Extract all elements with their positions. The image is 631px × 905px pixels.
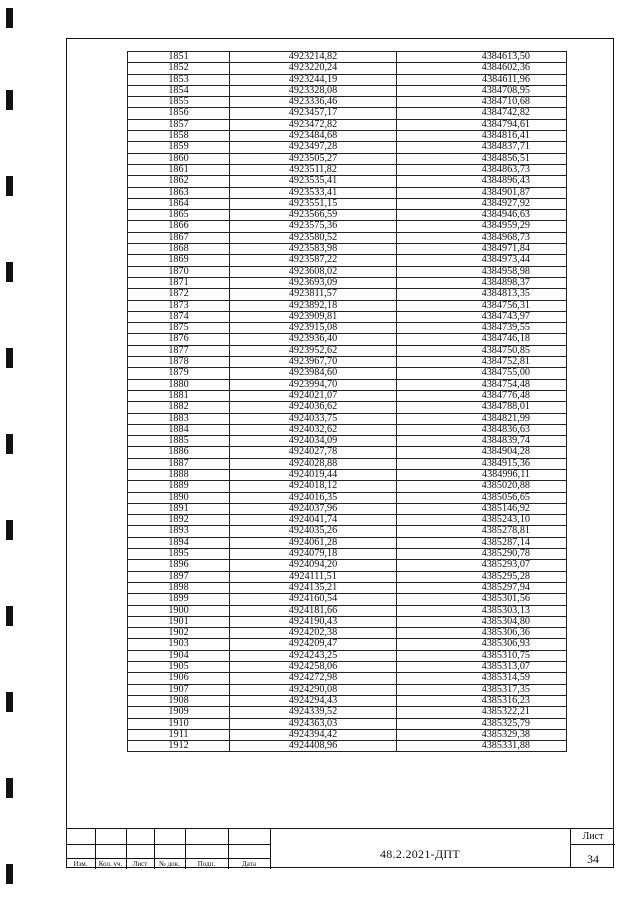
point-number: 1886 [128, 447, 230, 458]
x-coordinate: 4924041,74 [230, 515, 397, 526]
x-coordinate: 4924160,54 [230, 594, 397, 605]
point-number: 1855 [128, 97, 230, 108]
y-coordinate: 4384776,48 [397, 390, 567, 401]
y-coordinate: 4385317,35 [397, 684, 567, 695]
x-coordinate: 4923994,70 [230, 379, 397, 390]
x-coordinate: 4923915,08 [230, 323, 397, 334]
table-row [128, 639, 567, 650]
x-coordinate: 4924408,96 [230, 741, 397, 752]
y-coordinate: 4384863,73 [397, 164, 567, 175]
binding-mark [6, 8, 13, 28]
y-coordinate: 4385331,88 [397, 741, 567, 752]
y-coordinate: 4385322,21 [397, 707, 567, 718]
document-code: 48.2.2021-ДПТ [379, 847, 461, 861]
table-row [128, 582, 567, 593]
y-coordinate: 4384602,36 [397, 63, 567, 74]
x-coordinate: 4924032,62 [230, 424, 397, 435]
y-coordinate: 4385290,78 [397, 549, 567, 560]
y-coordinate: 4385020,88 [397, 481, 567, 492]
point-number: 1890 [128, 492, 230, 503]
binding-mark [6, 520, 13, 540]
x-coordinate: 4923967,70 [230, 357, 397, 368]
y-coordinate: 4385056,65 [397, 492, 567, 503]
binding-mark [6, 864, 13, 884]
y-coordinate: 4384904,28 [397, 447, 567, 458]
x-coordinate: 4923336,46 [230, 97, 397, 108]
x-coordinate: 4923587,22 [230, 255, 397, 266]
x-coordinate: 4923909,81 [230, 311, 397, 322]
x-coordinate: 4923952,62 [230, 345, 397, 356]
table-row [128, 560, 567, 571]
point-number: 1859 [128, 142, 230, 153]
point-number: 1888 [128, 469, 230, 480]
x-coordinate: 4924079,18 [230, 549, 397, 560]
x-coordinate: 4924019,44 [230, 469, 397, 480]
y-coordinate: 4384915,36 [397, 458, 567, 469]
point-number: 1879 [128, 368, 230, 379]
table-row [128, 447, 567, 458]
x-coordinate: 4924294,43 [230, 695, 397, 706]
table-row [128, 537, 567, 548]
point-number: 1907 [128, 684, 230, 695]
y-coordinate: 4384836,63 [397, 424, 567, 435]
point-number: 1878 [128, 357, 230, 368]
x-coordinate: 4924094,20 [230, 560, 397, 571]
x-coordinate: 4923214,82 [230, 52, 397, 63]
table-row [128, 571, 567, 582]
point-number: 1904 [128, 650, 230, 661]
y-coordinate: 4384710,68 [397, 97, 567, 108]
table-row [128, 616, 567, 627]
table-row [128, 707, 567, 718]
y-coordinate: 4385314,59 [397, 673, 567, 684]
y-coordinate: 4385243,10 [397, 515, 567, 526]
x-coordinate: 4924202,38 [230, 628, 397, 639]
table-row [128, 266, 567, 277]
y-coordinate: 4384958,98 [397, 266, 567, 277]
table-row [128, 402, 567, 413]
table-row [128, 277, 567, 288]
binding-mark [6, 176, 13, 196]
y-coordinate: 4384754,48 [397, 379, 567, 390]
x-coordinate: 4923220,24 [230, 63, 397, 74]
table-row [128, 63, 567, 74]
x-coordinate: 4923583,98 [230, 244, 397, 255]
table-row [128, 605, 567, 616]
binding-mark [6, 262, 13, 282]
x-coordinate: 4923484,68 [230, 131, 397, 142]
x-coordinate: 4924027,78 [230, 447, 397, 458]
table-row [128, 323, 567, 334]
x-coordinate: 4923984,60 [230, 368, 397, 379]
sheet-box-divider [571, 844, 615, 845]
point-number: 1873 [128, 300, 230, 311]
point-number: 1893 [128, 526, 230, 537]
y-coordinate: 4384901,87 [397, 187, 567, 198]
point-number: 1880 [128, 379, 230, 390]
point-number: 1912 [128, 741, 230, 752]
table-row [128, 97, 567, 108]
point-number: 1853 [128, 74, 230, 85]
table-row [128, 526, 567, 537]
y-coordinate: 4384996,11 [397, 469, 567, 480]
table-row [128, 515, 567, 526]
y-coordinate: 4384896,43 [397, 176, 567, 187]
y-coordinate: 4384613,50 [397, 52, 567, 63]
table-row [128, 176, 567, 187]
y-coordinate: 4385325,79 [397, 718, 567, 729]
point-number: 1903 [128, 639, 230, 650]
binding-mark [6, 692, 13, 712]
table-row [128, 198, 567, 209]
y-coordinate: 4385306,36 [397, 628, 567, 639]
y-coordinate: 4385316,23 [397, 695, 567, 706]
table-row [128, 357, 567, 368]
table-row [128, 187, 567, 198]
point-number: 1905 [128, 662, 230, 673]
table-row [128, 108, 567, 119]
x-coordinate: 4923497,28 [230, 142, 397, 153]
point-number: 1889 [128, 481, 230, 492]
x-coordinate: 4924018,12 [230, 481, 397, 492]
caption-date: Дата [242, 860, 256, 868]
table-row [128, 729, 567, 740]
point-number: 1901 [128, 616, 230, 627]
point-number: 1877 [128, 345, 230, 356]
table-row [128, 74, 567, 85]
x-coordinate: 4923533,41 [230, 187, 397, 198]
x-coordinate: 4924021,07 [230, 390, 397, 401]
stamp-row-line [66, 858, 270, 859]
y-coordinate: 4384739,55 [397, 323, 567, 334]
x-coordinate: 4923580,52 [230, 232, 397, 243]
x-coordinate: 4924028,88 [230, 458, 397, 469]
y-coordinate: 4384927,92 [397, 198, 567, 209]
x-coordinate: 4924272,98 [230, 673, 397, 684]
binding-mark [6, 348, 13, 368]
binding-mark [6, 90, 13, 110]
table-row [128, 594, 567, 605]
point-number: 1858 [128, 131, 230, 142]
point-number: 1854 [128, 85, 230, 96]
table-row [128, 628, 567, 639]
point-number: 1863 [128, 187, 230, 198]
x-coordinate: 4924061,28 [230, 537, 397, 548]
point-number: 1861 [128, 164, 230, 175]
y-coordinate: 4384898,37 [397, 277, 567, 288]
table-row [128, 289, 567, 300]
stamp-row-line [66, 844, 270, 845]
point-number: 1882 [128, 402, 230, 413]
point-number: 1908 [128, 695, 230, 706]
y-coordinate: 4384816,41 [397, 131, 567, 142]
table-row [128, 481, 567, 492]
point-number: 1902 [128, 628, 230, 639]
y-coordinate: 4384743,97 [397, 311, 567, 322]
table-row [128, 221, 567, 232]
y-coordinate: 4385329,38 [397, 729, 567, 740]
table-row [128, 52, 567, 63]
point-number: 1885 [128, 436, 230, 447]
point-number: 1900 [128, 605, 230, 616]
table-row [128, 244, 567, 255]
y-coordinate: 4385303,13 [397, 605, 567, 616]
table-row [128, 458, 567, 469]
point-number: 1862 [128, 176, 230, 187]
y-coordinate: 4384794,61 [397, 119, 567, 130]
table-row [128, 164, 567, 175]
point-number: 1869 [128, 255, 230, 266]
x-coordinate: 4923575,36 [230, 221, 397, 232]
x-coordinate: 4924035,26 [230, 526, 397, 537]
point-number: 1906 [128, 673, 230, 684]
x-coordinate: 4923608,02 [230, 266, 397, 277]
y-coordinate: 4384752,81 [397, 357, 567, 368]
sheet-box [570, 828, 614, 868]
y-coordinate: 4385304,80 [397, 616, 567, 627]
point-number: 1896 [128, 560, 230, 571]
point-number: 1883 [128, 413, 230, 424]
point-number: 1867 [128, 232, 230, 243]
x-coordinate: 4924363,03 [230, 718, 397, 729]
caption-doc-number: № док. [159, 860, 180, 868]
table-row [128, 695, 567, 706]
caption-signature: Подп. [197, 860, 216, 868]
binding-mark [6, 778, 13, 798]
y-coordinate: 4385146,92 [397, 503, 567, 514]
x-coordinate: 4924111,51 [230, 571, 397, 582]
y-coordinate: 4384971,84 [397, 244, 567, 255]
point-number: 1898 [128, 582, 230, 593]
caption-change: Изм. [73, 860, 88, 868]
x-coordinate: 4924135,21 [230, 582, 397, 593]
point-number: 1874 [128, 311, 230, 322]
y-coordinate: 4384968,73 [397, 232, 567, 243]
table-row [128, 684, 567, 695]
x-coordinate: 4924033,75 [230, 413, 397, 424]
point-number: 1892 [128, 515, 230, 526]
point-number: 1870 [128, 266, 230, 277]
y-coordinate: 4385278,81 [397, 526, 567, 537]
sheet-label: Лист [582, 831, 604, 842]
point-number: 1887 [128, 458, 230, 469]
point-number: 1866 [128, 221, 230, 232]
point-number: 1852 [128, 63, 230, 74]
point-number: 1875 [128, 323, 230, 334]
point-number: 1864 [128, 198, 230, 209]
table-row [128, 334, 567, 345]
table-row [128, 469, 567, 480]
x-coordinate: 4923892,18 [230, 300, 397, 311]
x-coordinate: 4923244,19 [230, 74, 397, 85]
x-coordinate: 4923693,09 [230, 277, 397, 288]
y-coordinate: 4384788,01 [397, 402, 567, 413]
x-coordinate: 4923511,82 [230, 164, 397, 175]
y-coordinate: 4385295,28 [397, 571, 567, 582]
table-row [128, 345, 567, 356]
y-coordinate: 4384750,85 [397, 345, 567, 356]
table-row [128, 379, 567, 390]
point-number: 1860 [128, 153, 230, 164]
point-number: 1891 [128, 503, 230, 514]
binding-mark [6, 434, 13, 454]
x-coordinate: 4923472,82 [230, 119, 397, 130]
point-number: 1876 [128, 334, 230, 345]
y-coordinate: 4385301,56 [397, 594, 567, 605]
binding-mark [6, 606, 13, 626]
y-coordinate: 4384756,31 [397, 300, 567, 311]
point-number: 1872 [128, 289, 230, 300]
point-number: 1856 [128, 108, 230, 119]
point-number: 1909 [128, 707, 230, 718]
point-number: 1884 [128, 424, 230, 435]
y-coordinate: 4384742,82 [397, 108, 567, 119]
table-row [128, 436, 567, 447]
caption-count: Кол. уч. [98, 860, 123, 868]
y-coordinate: 4384856,51 [397, 153, 567, 164]
x-coordinate: 4924181,66 [230, 605, 397, 616]
x-coordinate: 4924394,42 [230, 729, 397, 740]
y-coordinate: 4385313,07 [397, 662, 567, 673]
x-coordinate: 4923328,08 [230, 85, 397, 96]
sheet-number: 34 [587, 852, 599, 866]
table-row [128, 662, 567, 673]
x-coordinate: 4924243,25 [230, 650, 397, 661]
table-row [128, 210, 567, 221]
y-coordinate: 4384746,18 [397, 334, 567, 345]
table-row [128, 413, 567, 424]
x-coordinate: 4923551,15 [230, 198, 397, 209]
y-coordinate: 4385306,93 [397, 639, 567, 650]
point-number: 1851 [128, 52, 230, 63]
point-number: 1865 [128, 210, 230, 221]
y-coordinate: 4385310,75 [397, 650, 567, 661]
point-number: 1881 [128, 390, 230, 401]
point-number: 1897 [128, 571, 230, 582]
point-number: 1868 [128, 244, 230, 255]
x-coordinate: 4924034,09 [230, 436, 397, 447]
table-row [128, 718, 567, 729]
y-coordinate: 4385293,07 [397, 560, 567, 571]
table-row [128, 131, 567, 142]
point-number: 1910 [128, 718, 230, 729]
y-coordinate: 4384813,35 [397, 289, 567, 300]
point-number: 1899 [128, 594, 230, 605]
x-coordinate: 4924036,62 [230, 402, 397, 413]
y-coordinate: 4384708,95 [397, 85, 567, 96]
x-coordinate: 4923936,40 [230, 334, 397, 345]
y-coordinate: 4384959,29 [397, 221, 567, 232]
y-coordinate: 4384973,44 [397, 255, 567, 266]
x-coordinate: 4924339,52 [230, 707, 397, 718]
table-row [128, 390, 567, 401]
coordinates-table [127, 51, 567, 752]
x-coordinate: 4924258,06 [230, 662, 397, 673]
y-coordinate: 4384611,96 [397, 74, 567, 85]
x-coordinate: 4923535,41 [230, 176, 397, 187]
y-coordinate: 4385297,94 [397, 582, 567, 593]
table-row [128, 673, 567, 684]
x-coordinate: 4924290,08 [230, 684, 397, 695]
x-coordinate: 4924209,47 [230, 639, 397, 650]
point-number: 1857 [128, 119, 230, 130]
table-row [128, 549, 567, 560]
table-row [128, 368, 567, 379]
x-coordinate: 4923811,57 [230, 289, 397, 300]
caption-sheet: Лист [132, 860, 148, 868]
table-row [128, 311, 567, 322]
y-coordinate: 4384837,71 [397, 142, 567, 153]
point-number: 1894 [128, 537, 230, 548]
table-row [128, 153, 567, 164]
table-row [128, 232, 567, 243]
x-coordinate: 4924016,35 [230, 492, 397, 503]
point-number: 1911 [128, 729, 230, 740]
y-coordinate: 4384946,63 [397, 210, 567, 221]
point-number: 1871 [128, 277, 230, 288]
y-coordinate: 4384755,00 [397, 368, 567, 379]
x-coordinate: 4924190,43 [230, 616, 397, 627]
y-coordinate: 4384821,99 [397, 413, 567, 424]
table-row [128, 424, 567, 435]
table-row [128, 650, 567, 661]
table-row [128, 119, 567, 130]
table-row [128, 85, 567, 96]
table-row [128, 300, 567, 311]
table-row [128, 741, 567, 752]
table-row [128, 492, 567, 503]
x-coordinate: 4923457,17 [230, 108, 397, 119]
x-coordinate: 4923566,59 [230, 210, 397, 221]
x-coordinate: 4924037,96 [230, 503, 397, 514]
table-row [128, 142, 567, 153]
point-number: 1895 [128, 549, 230, 560]
x-coordinate: 4923505,27 [230, 153, 397, 164]
table-row [128, 255, 567, 266]
table-row [128, 503, 567, 514]
y-coordinate: 4384839,74 [397, 436, 567, 447]
y-coordinate: 4385287,14 [397, 537, 567, 548]
